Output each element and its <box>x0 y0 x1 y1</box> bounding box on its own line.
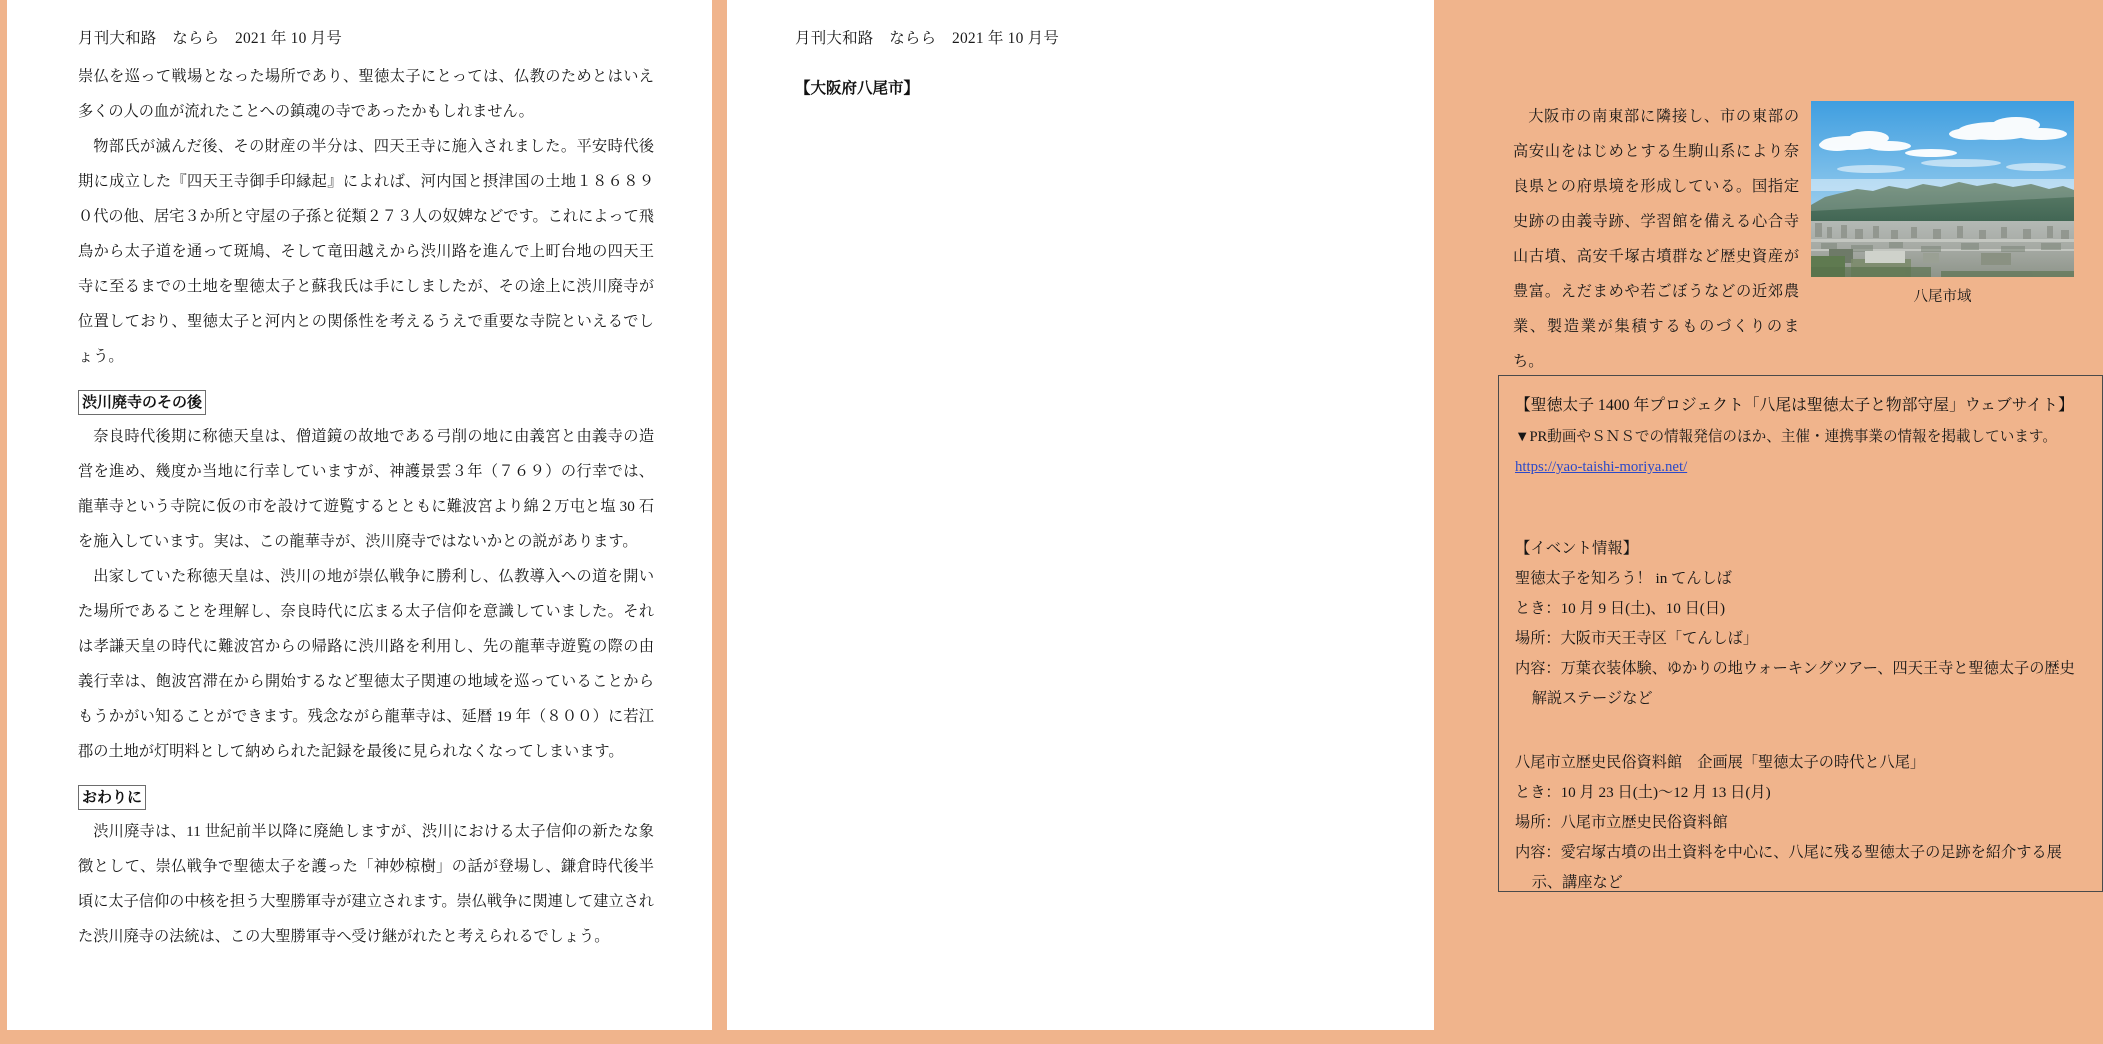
spacer <box>78 769 654 782</box>
event1-content: 内容：万葉衣装体験、ゆかりの地ウォーキングツアー、四天王寺と聖徳太子の歴史解説ステージなど <box>1515 660 2075 707</box>
spacer <box>78 374 654 387</box>
left-body-column <box>78 59 654 954</box>
event1-name: 聖徳太子を知ろう！ in てんしば <box>1515 570 1732 587</box>
heading-shibukawa-after: 渋川廃寺のその後 <box>78 390 206 415</box>
heading-owarini: おわりに <box>78 785 146 810</box>
paragraph-3: 奈良時代後期に称徳天皇は、僧道鏡の故地である弓削の地に由義宮と由義寺の造営を進め、幾度か当地に行幸していますが、神護景雲３年（７６９）の行幸では、龍華寺という寺院に仮の市を設けて遊覧するとともに難波宮より綿２万屯と塩 30 石を施入しています。実は、この龍華寺が、渋川廃寺ではないかとの説があります。 <box>78 428 654 550</box>
event1-when: とき：10 月 9 日(土)、10 日(日) <box>1515 600 1726 617</box>
event2-name: 八尾市立歴史民俗資料館 企画展「聖徳太子の時代と八尾」 <box>1515 754 1926 771</box>
yao-cityscape-photo <box>1811 101 2074 277</box>
infobox-subtitle: ▼PR動画やＳＮＳでの情報発信のほか、主催・連携事業の情報を掲載しています。 <box>1515 429 2057 445</box>
heading-shibukawa-after-wrap <box>78 387 654 419</box>
spacer <box>1515 714 2084 748</box>
page-right-content <box>727 0 2075 1030</box>
infobox-title: 【聖徳太子 1400 年プロジェクト「八尾は聖徳太子と物部守屋」ウェブサイト】 <box>1515 397 2074 414</box>
info-box <box>1498 375 2103 892</box>
cityscape-illustration <box>1811 101 2074 277</box>
event2-when: とき：10 月 23 日(土)〜12 月 13 日(月) <box>1515 784 1771 801</box>
info-box-content <box>1499 376 2102 898</box>
section-title-yao-city: 【大阪府八尾市】 <box>795 79 920 97</box>
event2-content: 内容：愛宕塚古墳の出土資料を中心に、八尾に残る聖徳太子の足跡を紹介する展示、講座など <box>1515 844 2062 891</box>
infobox-url-line <box>1515 452 2084 482</box>
page-left-content <box>7 0 712 1030</box>
event1-place: 場所：大阪市天王寺区「てんしば」 <box>1515 630 1758 647</box>
spacer <box>1515 482 2084 534</box>
paragraph-4: 出家していた称徳天皇は、渋川の地が崇仏戦争に勝利し、仏教導入への道を開いた場所であることを理解し、奈良時代に広まる太子信仰を意識していました。それは孝謙天皇の時代に難波宮からの帰路に渋川路を利用し、先の龍華寺遊覧の際の由義行幸は、飽波宮滞在から開始するなど聖徳太子関連の地域を巡っていることからもうかがい知ることができます。残念ながら龍華寺は、延暦 19 年（８００）に若江郡の土地が灯明料として納められた記録を最後に見られなくなってしまいます。 <box>78 568 654 760</box>
paragraph-5: 渋川廃寺は、11 世紀前半以降に廃絶しますが、渋川における太子信仰の新たな象徴として、崇仏戦争で聖徳太子を護った「神妙椋樹」の話が登場し、鎌倉時代後半頃に太子信仰の中核を担う大聖勝軍寺が建立されます。崇仏戦争に関連して建立された渋川廃寺の法統は、この大聖勝軍寺へ受け継がれたと考えられるでしょう。 <box>78 823 654 945</box>
yao-city-description: 大阪市の南東部に隣接し、市の東部の高安山をはじめとする生駒山系により奈良県との府県境を形成している。国指定史跡の由義寺跡、学習館を備える心合寺山古墳、高安千塚古墳群など歴史資産が豊富。えだまめや若ごぼうなどの近郊農業、製造業が集積するものづくりのまち。 <box>1513 108 1799 370</box>
page-left <box>7 0 712 1030</box>
page-right <box>727 0 2075 1030</box>
event-info-heading: 【イベント情報】 <box>1515 540 1639 557</box>
running-header-left: 月刊大和路 ならら 2021 年 10 月号 <box>78 30 343 47</box>
photo-caption: 八尾市域 <box>1913 289 1972 305</box>
paragraph-2: 物部氏が滅んだ後、その財産の半分は、四天王寺に施入されました。平安時代後期に成立した『四天王寺御手印縁起』によれば、河内国と摂津国の土地１８６８９０代の他、居宅３か所と守屋の子孫と従類２７３人の奴婢などです。これによって飛鳥から太子道を通って斑鳩、そして竜田越えから渋川路を進んで上町台地の四天王寺に至るまでの土地を聖徳太子と蘇我氏は手にしましたが、その途上に渋川廃寺が位置しており、聖徳太子と河内との関係性を考えるうえで重要な寺院といえるでしょう。 <box>78 138 654 365</box>
running-header-right: 月刊大和路 ならら 2021 年 10 月号 <box>795 30 1060 47</box>
paragraph-1: 崇仏を巡って戦場となった場所であり、聖徳太子にとっては、仏教のためとはいえ多くの人の血が流れたことへの鎮魂の寺であったかもしれません。 <box>78 68 654 120</box>
event2-place: 場所：八尾市立歴史民俗資料館 <box>1515 814 1728 831</box>
project-website-link[interactable]: https://yao-taishi-moriya.net/ <box>1515 459 1688 475</box>
heading-owarini-wrap <box>78 782 654 814</box>
